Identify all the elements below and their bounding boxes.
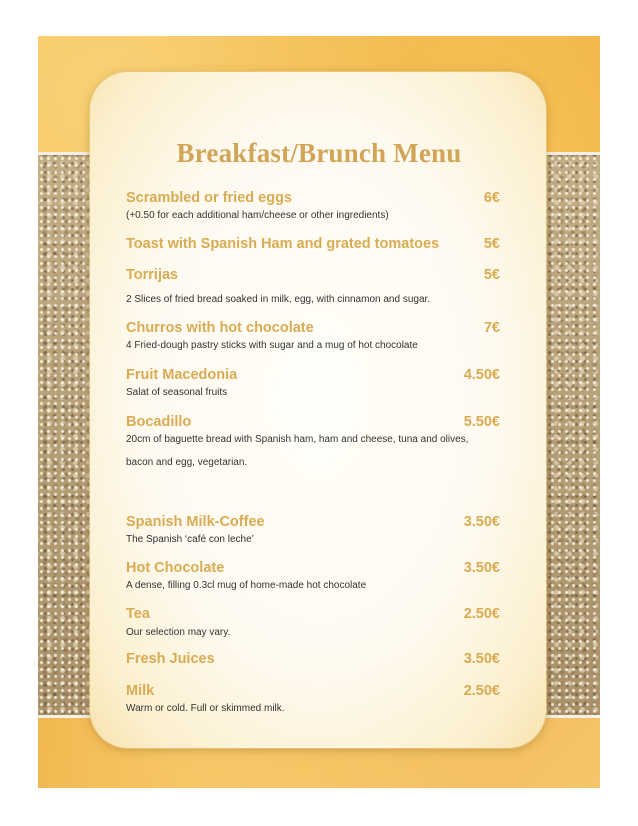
item-description-continued: bacon and egg, vegetarian. [126, 457, 248, 468]
item-price: 5€ [483, 267, 500, 283]
menu-title: Breakfast/Brunch Menu [176, 138, 462, 168]
item-name: Spanish Milk-Coffee [126, 514, 265, 530]
item-price: 2.50€ [463, 683, 500, 699]
item-price: 5€ [483, 236, 500, 252]
item-description: 2 Slices of fried bread soaked in milk, egg, with cinnamon and sugar. [126, 294, 431, 305]
item-name: Fresh Juices [126, 651, 215, 667]
item-description: The Spanish ‘café con leche’ [126, 534, 254, 545]
item-description: 4 Fried-dough pastry sticks with sugar and a mug of hot chocolate [126, 340, 418, 351]
item-price: 4.50€ [463, 367, 500, 383]
item-name: Torrijas [126, 267, 179, 283]
item-name: Tea [126, 606, 150, 622]
item-price: 3.50€ [463, 560, 500, 576]
item-price: 6€ [483, 190, 500, 206]
item-price: 2.50€ [463, 606, 500, 622]
item-description: Salat of seasonal fruits [126, 387, 228, 398]
item-name: Bocadillo [126, 414, 192, 430]
item-name: Milk [126, 683, 155, 699]
item-name: Toast with Spanish Ham and grated tomatoes [126, 236, 440, 252]
menu-card [90, 72, 546, 748]
item-price: 7€ [483, 320, 500, 336]
item-name: Hot Chocolate [126, 560, 225, 576]
item-description: 20cm of baguette bread with Spanish ham, ham and cheese, tuna and olives, [126, 434, 469, 445]
item-description: A dense, filling 0.3cl mug of home-made hot chocolate [126, 580, 367, 591]
item-name: Scrambled or fried eggs [126, 190, 292, 206]
item-name: Churros with hot chocolate [126, 320, 314, 336]
item-price: 5.50€ [463, 414, 500, 430]
item-description: Warm or cold. Full or skimmed milk. [126, 703, 285, 714]
item-description: (+0.50 for each additional ham/cheese or other ingredients) [126, 210, 389, 221]
item-price: 3.50€ [463, 651, 500, 667]
item-name: Fruit Macedonia [126, 367, 238, 383]
item-price: 3.50€ [463, 514, 500, 530]
item-description: Our selection may vary. [126, 627, 231, 638]
